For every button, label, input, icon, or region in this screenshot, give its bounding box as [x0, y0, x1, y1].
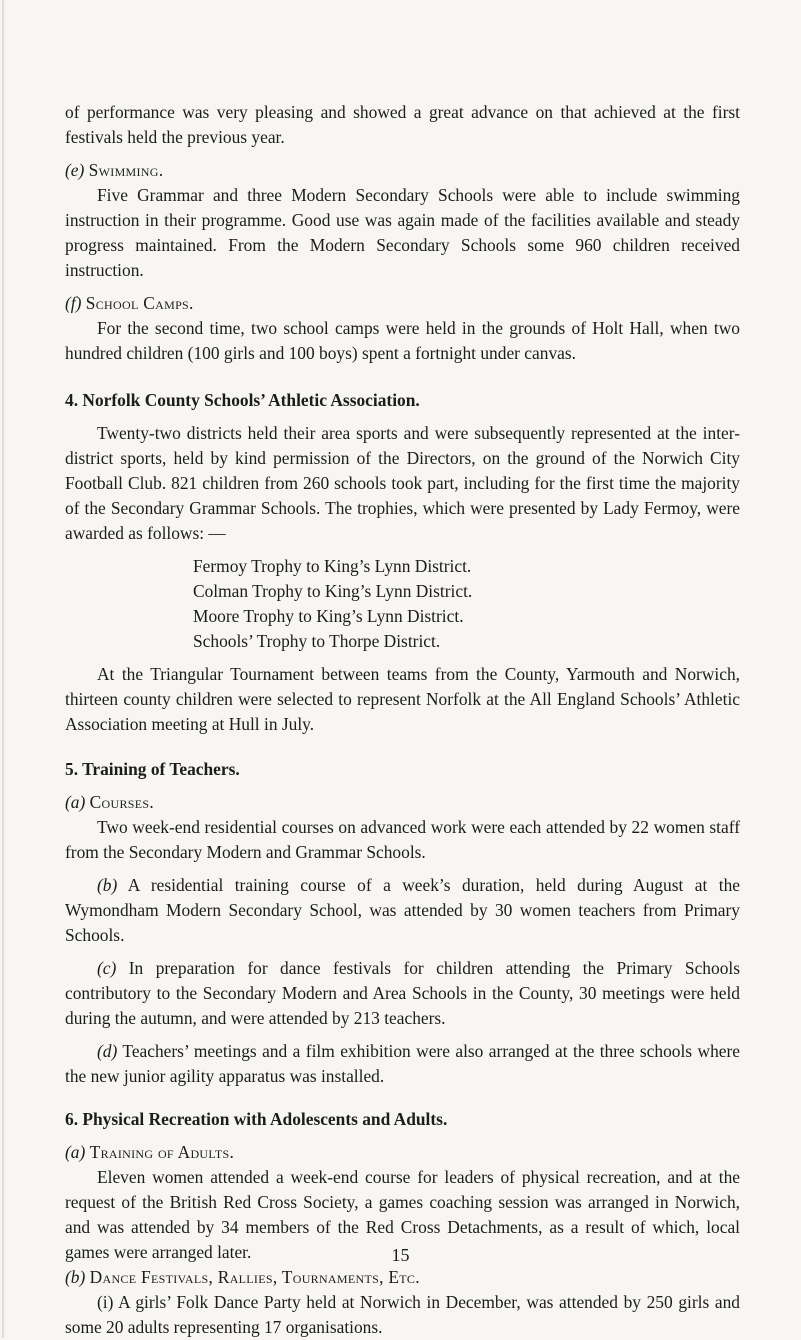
courses-marker: (a) [65, 792, 86, 812]
courses-heading [65, 790, 740, 815]
training-adults-paragraph: Eleven women attended a week-end course for leaders of physical recreation, and at the request of the British Red Cross Society, a games coaching session was arranged in Norwich, and was attended by 34 members of the Red Cross Detachments, as a result of which, local games were arranged later. [65, 1167, 740, 1262]
courses-b-text: A residential training course of a week’s duration, held during August at the Wymondham Modern Secondary School, was attended by 30 women teachers from Primary Schools. [65, 875, 740, 945]
courses-d-paragraph [65, 1039, 740, 1089]
document-page [65, 100, 740, 1340]
intro-paragraph: of performance was very pleasing and showed a great advance on that achieved at the first festivals held the previous year. [65, 102, 740, 147]
trophy-list [193, 554, 740, 654]
training-adults-title: Training of Adults. [89, 1142, 235, 1162]
trophy-item: Schools’ Trophy to Thorpe District. [193, 631, 441, 651]
courses-b-paragraph [65, 873, 740, 948]
courses-title: Courses. [89, 792, 155, 812]
swimming-marker: (e) [65, 160, 85, 180]
courses-c-marker: (c) [97, 958, 117, 978]
swimming-paragraph: Five Grammar and three Modern Secondary Schools were able to include swimming instruction in their programme. Good use was again made of the facilities available and steady progress maintained. From the Modern Secondary Schools some 960 children received instruction. [65, 185, 740, 280]
section-4-paragraph-2: At the Triangular Tournament between teams from the County, Yarmouth and Norwich, thirteen county children were selected to represent Norfolk at the All England Schools’ Athletic Association meeting at Hull in July. [65, 664, 740, 734]
dance-festivals-title: Dance Festivals, Rallies, Tournaments, Etc. [89, 1267, 420, 1287]
courses-b-marker: (b) [97, 875, 118, 895]
courses-c-text: In preparation for dance festivals for children attending the Primary Schools contributory to the Secondary Modern and Area Schools in the County, 30 meetings were held during the autumn, and were attended by 213 teachers. [65, 958, 740, 1028]
trophy-item: Colman Trophy to King’s Lynn District. [193, 581, 473, 601]
folk-dance-paragraph: (i) A girls’ Folk Dance Party held at Norwich in December, was attended by 250 girls and some 20 adults representing 17 organisations. [65, 1292, 740, 1337]
section-4-title: 4. Norfolk County Schools’ Athletic Association. [65, 390, 420, 410]
trophy-item: Fermoy Trophy to King’s Lynn District. [193, 556, 472, 576]
training-adults-marker: (a) [65, 1142, 86, 1162]
courses-c-paragraph [65, 956, 740, 1031]
camps-heading [65, 291, 740, 316]
dance-festivals-marker: (b) [65, 1267, 86, 1287]
section-5-title: 5. Training of Teachers. [65, 759, 240, 779]
swimming-heading [65, 158, 740, 183]
page-number: 15 [391, 1245, 410, 1265]
courses-d-marker: (d) [97, 1041, 118, 1061]
training-adults-heading [65, 1140, 740, 1165]
section-4-paragraph: Twenty-two districts held their area sports and were subsequently represented at the inter-district sports, held by kind permission of the Directors, on the ground of the Norwich City Football Club. 821 children from 260 schools took part, including for the first time the majority of the Secondary Grammar Schools. The trophies, which were presented by Lady Fermoy, were awarded as follows: — [65, 423, 740, 543]
camps-marker: (f) [65, 293, 82, 313]
courses-a-paragraph: Two week-end residential courses on advanced work were each attended by 22 women staff from the Secondary Modern and Grammar Schools. [65, 817, 740, 862]
section-6-title: 6. Physical Recreation with Adolescents and Adults. [65, 1109, 448, 1129]
camps-paragraph: For the second time, two school camps were held in the grounds of Holt Hall, when two hundred children (100 girls and 100 boys) spent a fortnight under canvas. [65, 318, 740, 363]
swimming-title: Swimming. [88, 160, 164, 180]
camps-title: School Camps. [85, 293, 194, 313]
dance-festivals-heading [65, 1265, 740, 1290]
trophy-item: Moore Trophy to King’s Lynn District. [193, 606, 464, 626]
courses-d-text: Teachers’ meetings and a film exhibition were also arranged at the three schools where the new junior agility apparatus was installed. [65, 1041, 740, 1086]
page-edge-shadow [2, 0, 5, 1338]
